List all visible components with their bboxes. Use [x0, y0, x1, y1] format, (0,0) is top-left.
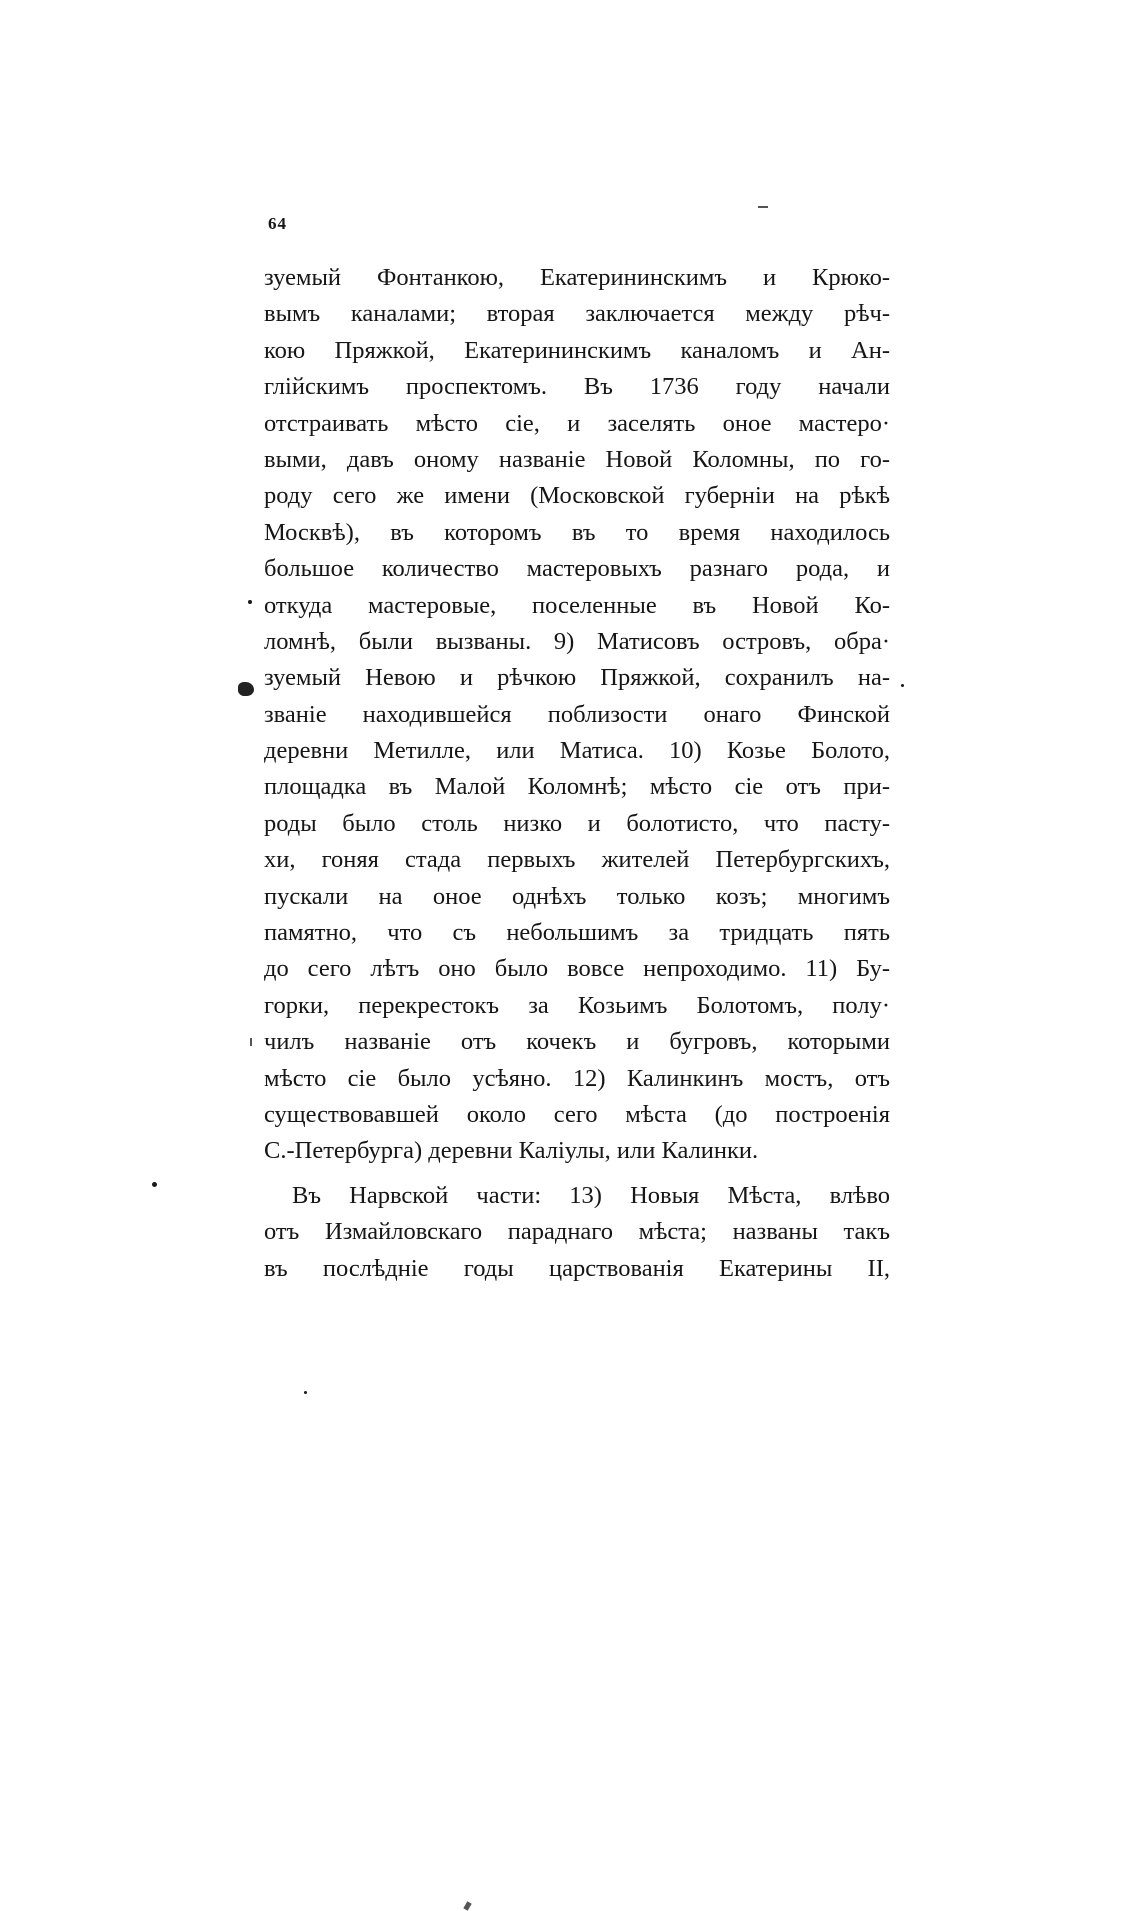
text-line: памятно, что съ небольшимъ за тридцать пять [264, 919, 890, 947]
scan-mark [250, 1038, 252, 1046]
page-number: 64 [268, 214, 287, 233]
text-line: зуемый Фонтанкою, Екатерининскимъ и Крюко- [264, 264, 890, 291]
text-line: въ послѣдніе годы царствованія Екатерины II, [264, 1254, 890, 1282]
scan-speck [248, 600, 252, 604]
text-line: кою Пряжкой, Екатерининскимъ каналомъ и Ан- [264, 336, 890, 364]
scan-speck [152, 1182, 157, 1187]
text-line: большое количество мастеровыхъ разнаго рода, и [264, 555, 890, 583]
text-line: С.-Петербурга) деревни Каліулы, или Калинки. [264, 1137, 759, 1165]
text-line: зуемый Невою и рѣчкою Пряжкой, сохранилъ на- [264, 664, 890, 692]
text-line: хи, гоняя стада первыхъ жителей Петербургскихъ, [264, 846, 890, 874]
text-line: отстраивать мѣсто сіе, и заселять оное мастеро· [264, 409, 890, 437]
text-line: деревни Метилле, или Матиса. 10) Козье Болото, [264, 737, 890, 765]
text-line: глійскимъ проспектомъ. Въ 1736 году начали [264, 373, 890, 401]
text-line: вымъ каналами; вторая заключается между рѣч- [264, 300, 890, 328]
text-line: горки, перекрестокъ за Козьимъ Болотомъ, полу· [264, 991, 890, 1019]
text-line: роду сего же имени (Московской губерніи на рѣкѣ [264, 482, 890, 510]
text-line: откуда мастеровые, поселенные въ Новой Ко- [264, 591, 890, 619]
text-line: существовавшей около сего мѣста (до построенія [264, 1100, 890, 1128]
text-line: званіе находившейся поблизости онаго Финской [264, 700, 890, 728]
text-line: роды было столь низко и болотисто, что пасту- [264, 809, 890, 837]
scan-speck [901, 684, 904, 687]
text-line: Москвѣ), въ которомъ въ то время находилось [264, 518, 890, 546]
ink-blot [238, 682, 254, 696]
scan-mark [463, 1901, 471, 1910]
text-line: мѣсто сіе было усѣяно. 12) Калинкинъ мостъ, отъ [264, 1064, 890, 1092]
text-line: ломнѣ, были вызваны. 9) Матисовъ островъ, обра· [264, 627, 890, 655]
body-text [264, 260, 890, 1287]
scan-mark [758, 206, 768, 208]
text-line: чилъ названіе отъ кочекъ и бугровъ, которыми [264, 1028, 890, 1056]
text-line: отъ Измайловскаго параднаго мѣста; названы такъ [264, 1218, 890, 1246]
text-line: выми, давъ оному названіе Новой Коломны, по го- [264, 445, 890, 473]
text-line: пускали на оное однѣхъ только козъ; многимъ [264, 882, 890, 910]
text-line: площадка въ Малой Коломнѣ; мѣсто сіе отъ при- [264, 773, 890, 801]
scan-speck [304, 1391, 307, 1394]
text-line: до сего лѣтъ оно было вовсе непроходимо. 11) Бу- [264, 955, 890, 983]
text-line: Въ Нарвской части: 13) Новыя Мѣста, влѣво [292, 1181, 890, 1209]
